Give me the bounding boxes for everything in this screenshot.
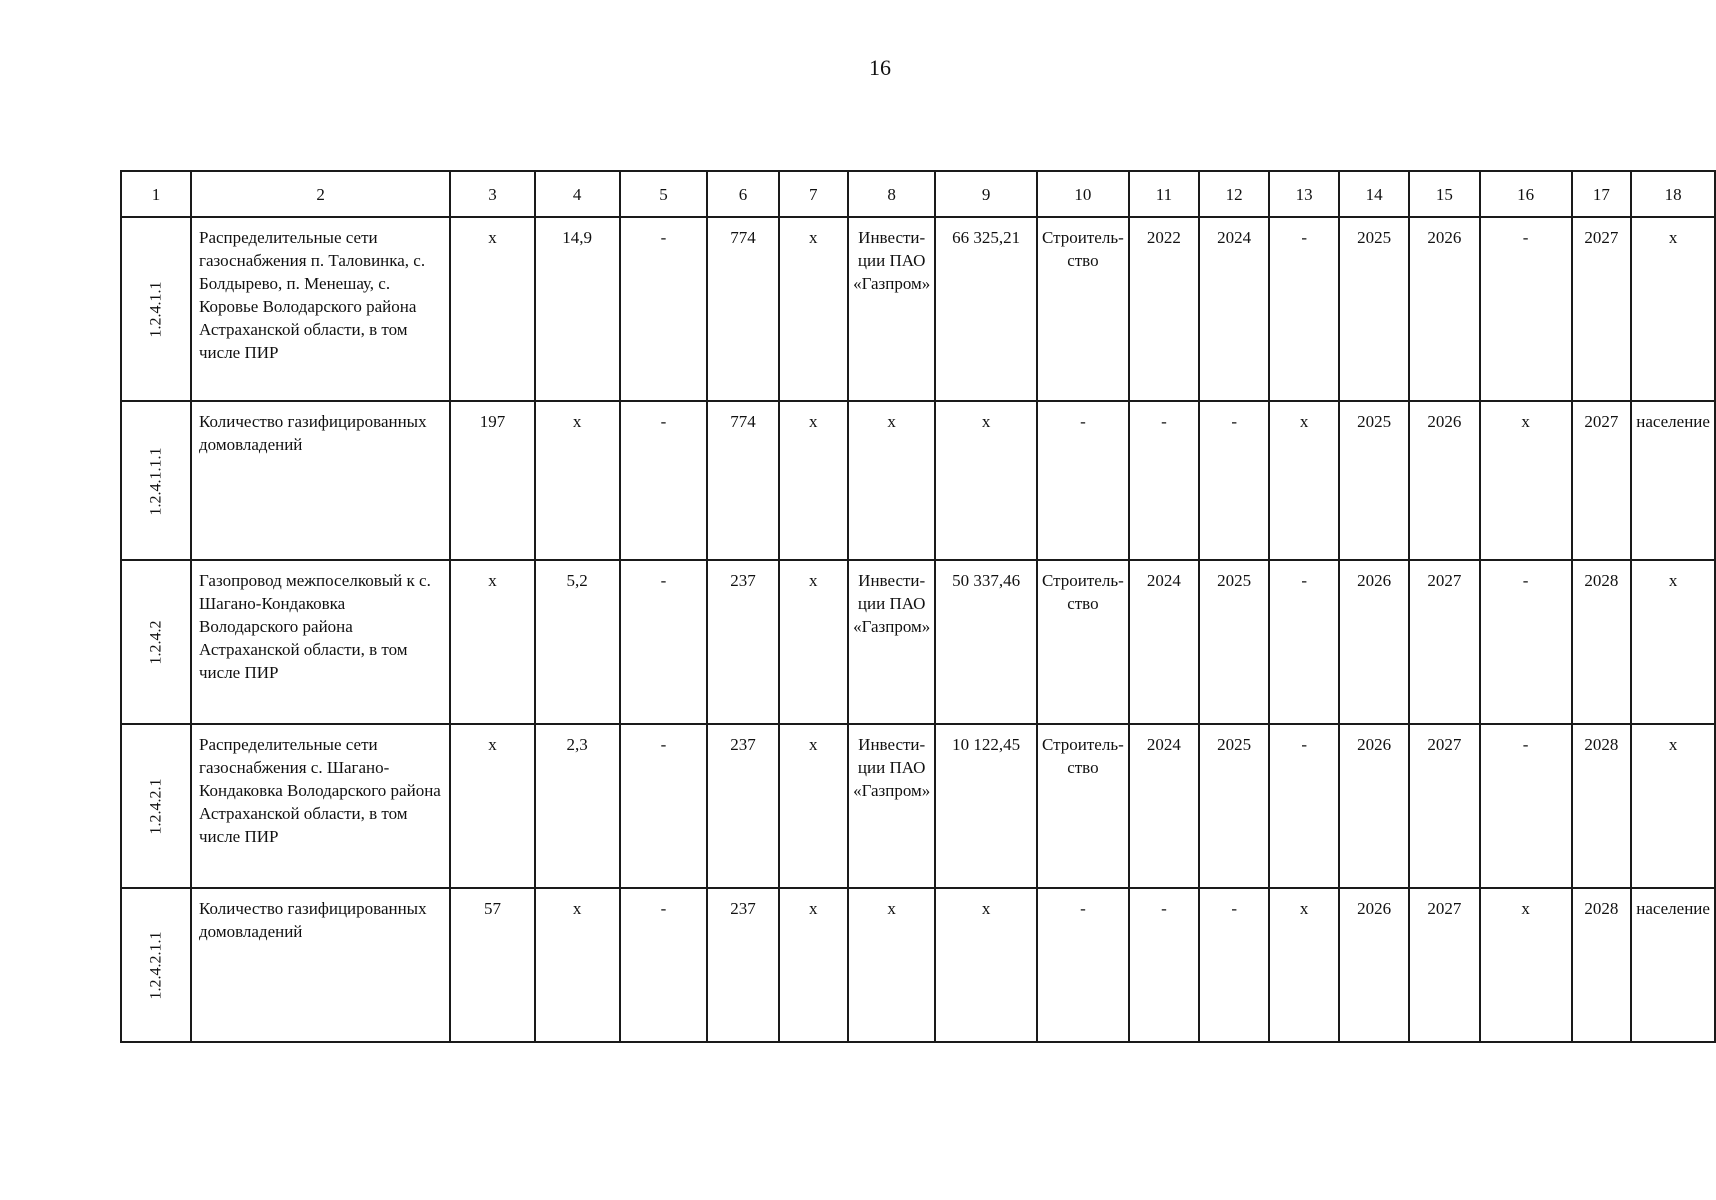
table-cell: 2024 (1199, 217, 1269, 401)
table-cell: 237 (707, 888, 778, 1042)
table-cell: 2026 (1339, 560, 1409, 724)
table-cell: 774 (707, 401, 778, 560)
table-cell: 2027 (1409, 560, 1479, 724)
table-cell: х (1631, 217, 1715, 401)
table-cell: - (1269, 217, 1339, 401)
table-cell: - (1129, 888, 1199, 1042)
table-cell: Инвести-ции ПАО «Газпром» (848, 724, 935, 888)
column-header: 8 (848, 171, 935, 217)
table-cell: х (779, 888, 849, 1042)
table-cell: 237 (707, 560, 778, 724)
table-cell: х (1631, 560, 1715, 724)
table-cell: х (1480, 401, 1572, 560)
table-cell: население (1631, 401, 1715, 560)
table-cell: х (779, 401, 849, 560)
row-name-cell: Распределительные сети газоснабжения п. Таловинка, с. Болдырево, п. Менешау, с. Коровье Володарского района Астраханской области, в том числе ПИР (191, 217, 450, 401)
table-cell: Строитель-ство (1037, 560, 1129, 724)
column-header: 7 (779, 171, 849, 217)
table-cell: - (620, 217, 708, 401)
table-cell: 197 (450, 401, 535, 560)
table-cell: 14,9 (535, 217, 620, 401)
table-cell: х (450, 724, 535, 888)
table-row (121, 401, 1715, 560)
table-cell: - (620, 401, 708, 560)
table-cell: 2025 (1199, 560, 1269, 724)
table-cell: х (848, 401, 935, 560)
table-cell: - (1129, 401, 1199, 560)
table-cell: 774 (707, 217, 778, 401)
row-code-cell (121, 401, 191, 560)
table-cell: - (1480, 560, 1572, 724)
column-header: 1 (121, 171, 191, 217)
column-header: 9 (935, 171, 1037, 217)
table-cell: 2022 (1129, 217, 1199, 401)
table-cell: х (1269, 401, 1339, 560)
table-cell: 237 (707, 724, 778, 888)
row-name-cell: Распределительные сети газоснабжения с. Шагано-Кондаковка Володарского района Астраханской области, в том числе ПИР (191, 724, 450, 888)
row-code-cell (121, 888, 191, 1042)
column-header: 17 (1572, 171, 1632, 217)
table-cell: - (1037, 401, 1129, 560)
table-cell: 2026 (1409, 401, 1479, 560)
page-number: 16 (869, 55, 891, 80)
row-name-cell: Количество газифицированных домовладений (191, 401, 450, 560)
table-cell: х (935, 401, 1037, 560)
table-cell: х (779, 217, 849, 401)
table-cell: 2,3 (535, 724, 620, 888)
column-header: 18 (1631, 171, 1715, 217)
column-header: 3 (450, 171, 535, 217)
table-cell: 2028 (1572, 560, 1632, 724)
table-row (121, 560, 1715, 724)
table-cell: х (1631, 724, 1715, 888)
table-cell: х (535, 401, 620, 560)
row-name-cell: Газопровод межпоселковый к с. Шагано-Кондаковка Володарского района Астраханской области, в том числе ПИР (191, 560, 450, 724)
row-code-cell (121, 560, 191, 724)
column-header: 10 (1037, 171, 1129, 217)
table-cell: Инвести-ции ПАО «Газпром» (848, 560, 935, 724)
row-code-cell (121, 217, 191, 401)
table-cell: 2028 (1572, 724, 1632, 888)
table-cell: 2027 (1572, 401, 1632, 560)
table-cell: Инвести-ции ПАО «Газпром» (848, 217, 935, 401)
table-cell: х (935, 888, 1037, 1042)
row-name-cell: Количество газифицированных домовладений (191, 888, 450, 1042)
row-code: 1.2.4.2.1.1 (147, 931, 165, 1000)
table-cell: - (1199, 401, 1269, 560)
table-cell: 2027 (1409, 888, 1479, 1042)
row-code: 1.2.4.2.1 (147, 778, 165, 835)
table-cell: х (450, 217, 535, 401)
table-cell: 2024 (1129, 560, 1199, 724)
table-cell: 50 337,46 (935, 560, 1037, 724)
table-cell: 2026 (1339, 888, 1409, 1042)
column-header: 14 (1339, 171, 1409, 217)
column-header: 11 (1129, 171, 1199, 217)
row-code: 1.2.4.1.1.1 (147, 447, 165, 515)
table-cell: 5,2 (535, 560, 620, 724)
column-header: 13 (1269, 171, 1339, 217)
table-cell: - (620, 724, 708, 888)
table-cell: х (450, 560, 535, 724)
table-cell: 66 325,21 (935, 217, 1037, 401)
table-row (121, 724, 1715, 888)
table-cell: х (779, 724, 849, 888)
table-cell: 2027 (1409, 724, 1479, 888)
table-cell: х (535, 888, 620, 1042)
table-cell: 2026 (1409, 217, 1479, 401)
table-cell: 2026 (1339, 724, 1409, 888)
table-cell: х (1269, 888, 1339, 1042)
table-cell: - (1199, 888, 1269, 1042)
column-header: 15 (1409, 171, 1479, 217)
data-table (120, 170, 1716, 1043)
table-cell: 57 (450, 888, 535, 1042)
table-cell: 2027 (1572, 217, 1632, 401)
row-code: 1.2.4.1.1 (147, 281, 165, 338)
table-row (121, 888, 1715, 1042)
column-header: 16 (1480, 171, 1572, 217)
table-cell: - (1269, 560, 1339, 724)
table-cell: 10 122,45 (935, 724, 1037, 888)
column-header: 2 (191, 171, 450, 217)
table-cell: - (1037, 888, 1129, 1042)
table-cell: х (779, 560, 849, 724)
table-row (121, 217, 1715, 401)
column-header: 6 (707, 171, 778, 217)
table-cell: Строитель-ство (1037, 217, 1129, 401)
header-row (121, 171, 1715, 217)
table-cell: 2025 (1339, 401, 1409, 560)
table-cell: Строитель-ство (1037, 724, 1129, 888)
table-cell: - (1480, 217, 1572, 401)
table-cell: х (848, 888, 935, 1042)
row-code: 1.2.4.2 (147, 620, 165, 665)
table-cell: население (1631, 888, 1715, 1042)
table-cell: - (620, 888, 708, 1042)
table-cell: 2028 (1572, 888, 1632, 1042)
column-header: 4 (535, 171, 620, 217)
table-cell: - (620, 560, 708, 724)
column-header: 5 (620, 171, 708, 217)
table-cell: 2025 (1339, 217, 1409, 401)
table-cell: - (1480, 724, 1572, 888)
table-cell: 2024 (1129, 724, 1199, 888)
table-cell: - (1269, 724, 1339, 888)
column-header: 12 (1199, 171, 1269, 217)
table-cell: 2025 (1199, 724, 1269, 888)
row-code-cell (121, 724, 191, 888)
table-cell: х (1480, 888, 1572, 1042)
